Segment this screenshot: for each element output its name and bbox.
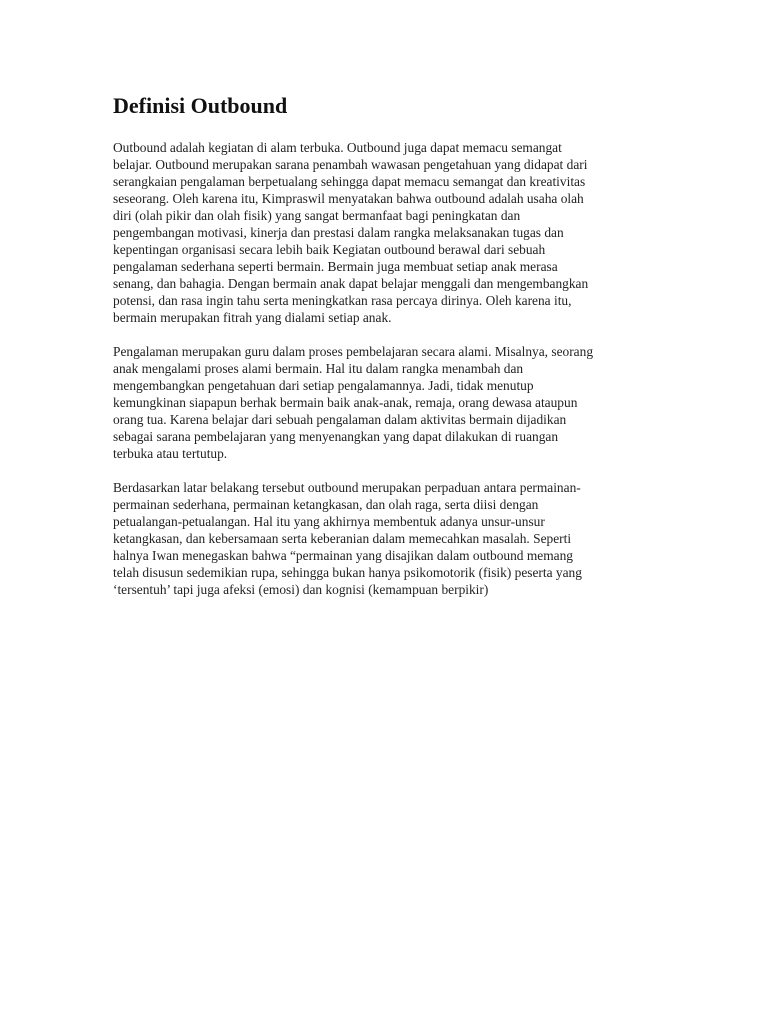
paragraph-3: Berdasarkan latar belakang tersebut outbound merupakan perpaduan antara permainan- permainan sederhana, permainan ketangkasan, dan olah raga, serta diisi dengan petualangan-petualangan. Hal itu yang akhirnya membentuk adanya unsur-unsur ketangkasan, dan kebersamaan serta keberanian dalam memecahkan masalah. Seperti halnya Iwan menegaskan bahwa “permainan yang disajikan dalam outbound memang telah disusun sedemikian rupa, sehingga bukan hanya psikomotorik (fisik) peserta yang ‘tersentuh’ tapi juga afeksi (emosi) dan kognisi (kemampuan berpikir) — [113, 480, 582, 597]
document-title: Definisi Outbound — [113, 93, 288, 118]
paragraph-2: Pengalaman merupakan guru dalam proses pembelajaran secara alami. Misalnya, seorang anak mengalami proses alami bermain. Hal itu dalam rangka menambah dan mengembangkan pengetahuan dari setiap pengalamannya. Jadi, tidak menutup kemungkinan siapapun berhak bermain baik anak-anak, remaja, orang dewasa ataupun orang tua. Karena belajar dari sebuah pengalaman dalam aktivitas bermain dijadikan sebagai sarana pembelajaran yang menyenangkan yang dapat dilakukan di ruangan terbuka atau tertutup. — [113, 344, 594, 461]
document-body — [113, 92, 658, 615]
paragraph-1: Outbound adalah kegiatan di alam terbuka. Outbound juga dapat memacu semangat belajar. Outbound merupakan sarana penambah wawasan pengetahuan yang didapat dari serangkaian pengalaman berpetualang sehingga dapat memacu semangat dan kreativitas seseorang. Oleh karena itu, Kimpraswil menyatakan bahwa outbound adalah usaha olah diri (olah pikir dan olah fisik) yang sangat bermanfaat bagi peningkatan dan pengembangan motivasi, kinerja dan prestasi dalam rangka melaksanakan tugas dan kepentingan organisasi secara lebih baik Kegiatan outbound berawal dari sebuah pengalaman sederhana seperti bermain. Bermain juga membuat setiap anak merasa senang, dan bahagia. Dengan bermain anak dapat belajar menggali dan mengembangkan potensi, dan rasa ingin tahu serta meningkatkan rasa percaya dirinya. Oleh karena itu, bermain merupakan fitrah yang dialami setiap anak. — [113, 140, 589, 325]
